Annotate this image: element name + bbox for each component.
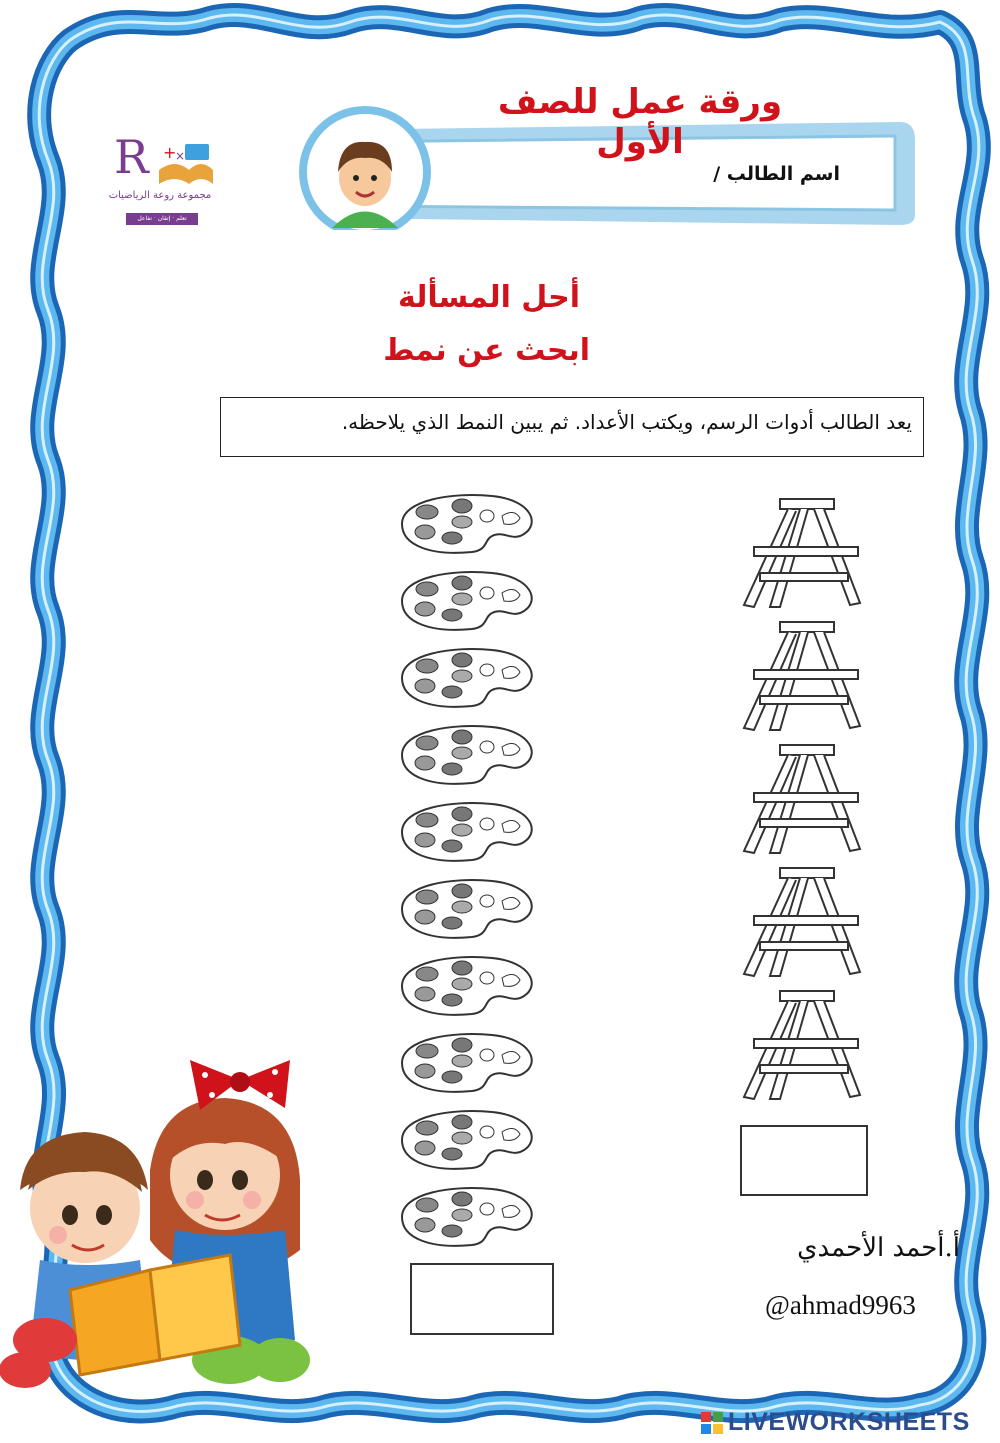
kids-reading-illustration: [0, 1040, 330, 1390]
paint-palette-icon: [392, 1029, 542, 1097]
paint-palette-icon: [392, 721, 542, 789]
easel-icon: [740, 497, 870, 616]
student-name-label: اسم الطالب /: [713, 163, 840, 185]
paint-palette-icon: [392, 1183, 542, 1251]
paint-palette-icon: [392, 567, 542, 635]
worksheet-title: ورقة عمل للصف الأول: [497, 82, 783, 162]
svg-text:×: ×: [175, 149, 186, 163]
paint-palette-icon: [392, 875, 542, 943]
paint-palette-icon: [392, 798, 542, 866]
watermark: LIVEWORKSHEETS: [728, 1408, 970, 1436]
paint-palette-icon: [392, 1106, 542, 1174]
easel-icon: [740, 620, 870, 739]
svg-text:+: +: [163, 143, 177, 162]
heading-solve: أحل المسألة: [397, 280, 580, 315]
teacher-handle: @ahmad9963: [765, 1290, 916, 1320]
easel-icon: [740, 743, 870, 862]
easel-icon: [740, 989, 870, 1108]
easel-answer-box[interactable]: [740, 1125, 868, 1196]
easel-icon: [740, 866, 870, 985]
logo-tagline: تعلم · إتقان · تفاعل: [126, 213, 198, 225]
logo-initial: R: [114, 130, 149, 184]
logo-name: مجموعة روعة الرياضيات: [108, 190, 212, 201]
logo-graphic-icon: [155, 140, 215, 190]
palette-answer-box[interactable]: [410, 1263, 554, 1335]
heading-pattern: ابحث عن نمط: [383, 333, 590, 368]
teacher-name: أ.أحمد الأحمدي: [797, 1233, 960, 1263]
paint-palette-icon: [392, 490, 542, 558]
liveworksheets-logo-icon: [700, 1411, 724, 1435]
paint-palette-icon: [392, 644, 542, 712]
instruction-text: يعد الطالب أدوات الرسم، ويكتب الأعداد. ثم يبين النمط الذي يلاحظه.: [341, 410, 912, 434]
paint-palette-icon: [392, 952, 542, 1020]
